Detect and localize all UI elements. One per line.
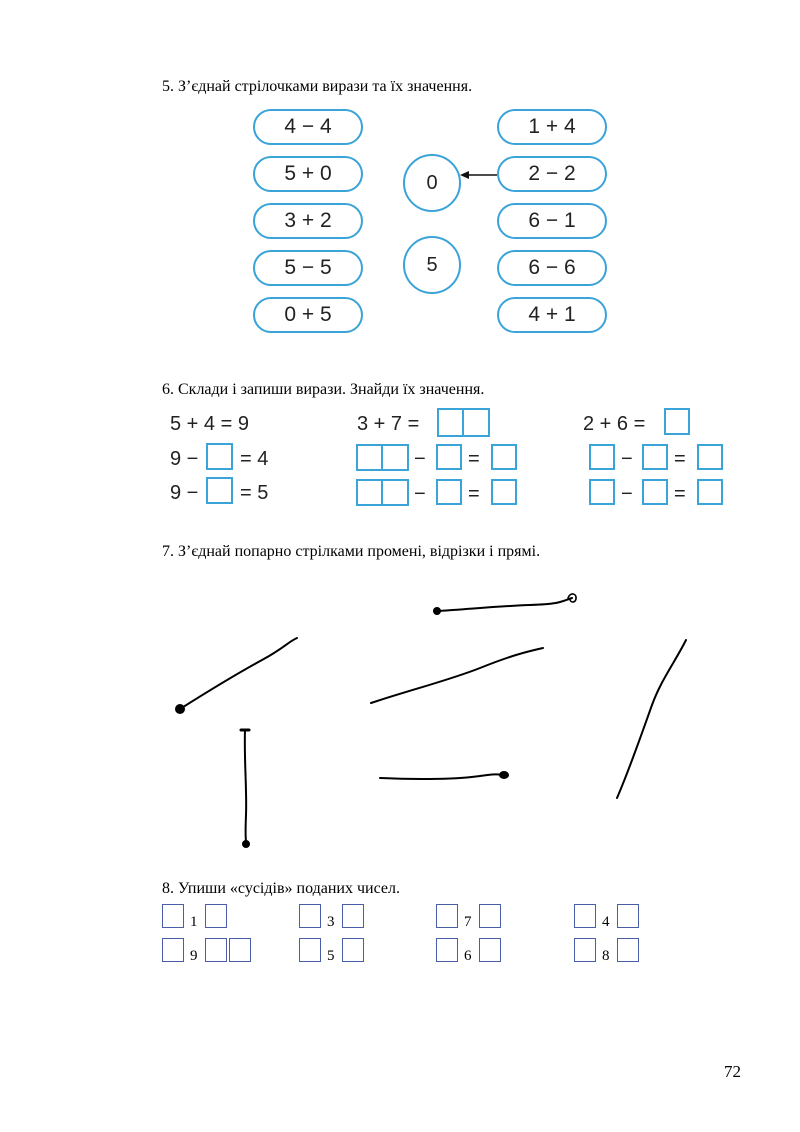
- page-number: 72: [724, 1062, 741, 1081]
- neighbor-box[interactable]: [205, 938, 227, 962]
- left-expression[interactable]: 0 + 5: [253, 297, 363, 333]
- neighbor-box[interactable]: [617, 938, 639, 962]
- arrow-2-2-to-0: [460, 171, 497, 179]
- equals-sign: =: [674, 448, 686, 470]
- ray-top[interactable]: [434, 594, 576, 614]
- neighbor-box[interactable]: [436, 904, 458, 928]
- task8-title: 8. Упиши «сусідів» поданих чисел.: [162, 880, 400, 897]
- neighbor-box[interactable]: [574, 904, 596, 928]
- left-expression[interactable]: 4 − 4: [253, 109, 363, 145]
- equals-sign: =: [468, 448, 480, 470]
- neighbor-box[interactable]: [342, 938, 364, 962]
- segment-vertical[interactable]: [241, 730, 249, 847]
- equation-part: = 4: [240, 448, 269, 470]
- ray-bottom-horizontal[interactable]: [380, 772, 508, 779]
- equation-part: 9 −: [170, 482, 199, 504]
- neighbor-box[interactable]: [205, 904, 227, 928]
- right-expression[interactable]: 2 − 2: [497, 156, 607, 192]
- equation-part: = 5: [240, 482, 269, 504]
- line-right-steep[interactable]: [617, 640, 686, 798]
- neighbor-box[interactable]: [162, 938, 184, 962]
- neighbor-box[interactable]: [479, 904, 501, 928]
- value-circle-5[interactable]: 5: [403, 236, 461, 294]
- neighbor-box[interactable]: [299, 938, 321, 962]
- left-expression[interactable]: 5 − 5: [253, 250, 363, 286]
- neighbor-box[interactable]: [617, 904, 639, 928]
- equals-sign: =: [468, 483, 480, 505]
- ray-left-diagonal[interactable]: [176, 638, 297, 713]
- neighbor-box[interactable]: [299, 904, 321, 928]
- neighbor-box[interactable]: [436, 938, 458, 962]
- example-equation: 5 + 4 = 9: [170, 413, 249, 435]
- equation-part: 2 + 6 =: [583, 413, 646, 435]
- right-expression[interactable]: 4 + 1: [497, 297, 607, 333]
- right-expression[interactable]: 1 + 4: [497, 109, 607, 145]
- given-number: 9: [190, 948, 198, 964]
- equation-part: 3 + 7 =: [357, 413, 420, 435]
- neighbor-box[interactable]: [574, 938, 596, 962]
- equals-sign: =: [674, 483, 686, 505]
- given-number: 5: [327, 948, 335, 964]
- given-number: 4: [602, 914, 610, 930]
- given-number: 7: [464, 914, 472, 930]
- value-circle-0[interactable]: 0: [403, 154, 461, 212]
- minus-sign: −: [414, 448, 426, 470]
- task5-title: 5. З’єднай стрілочками вирази та їх значення.: [162, 78, 473, 95]
- minus-sign: −: [414, 483, 426, 505]
- given-number: 3: [327, 914, 335, 930]
- given-number: 6: [464, 948, 472, 964]
- left-expression[interactable]: 5 + 0: [253, 156, 363, 192]
- right-expression[interactable]: 6 − 6: [497, 250, 607, 286]
- neighbor-box[interactable]: [342, 904, 364, 928]
- task6-title: 6. Склади і запиши вирази. Знайди їх значення.: [162, 381, 485, 398]
- neighbor-box[interactable]: [479, 938, 501, 962]
- left-expression[interactable]: 3 + 2: [253, 203, 363, 239]
- minus-sign: −: [621, 483, 633, 505]
- line-middle-diagonal[interactable]: [371, 648, 543, 703]
- right-expression[interactable]: 6 − 1: [497, 203, 607, 239]
- minus-sign: −: [621, 448, 633, 470]
- neighbor-box[interactable]: [229, 938, 251, 962]
- given-number: 8: [602, 948, 610, 964]
- neighbor-box[interactable]: [162, 904, 184, 928]
- given-number: 1: [190, 914, 198, 930]
- task7-title: 7. З’єднай попарно стрілками промені, відрізки і прямі.: [162, 543, 541, 560]
- equation-part: 9 −: [170, 448, 199, 470]
